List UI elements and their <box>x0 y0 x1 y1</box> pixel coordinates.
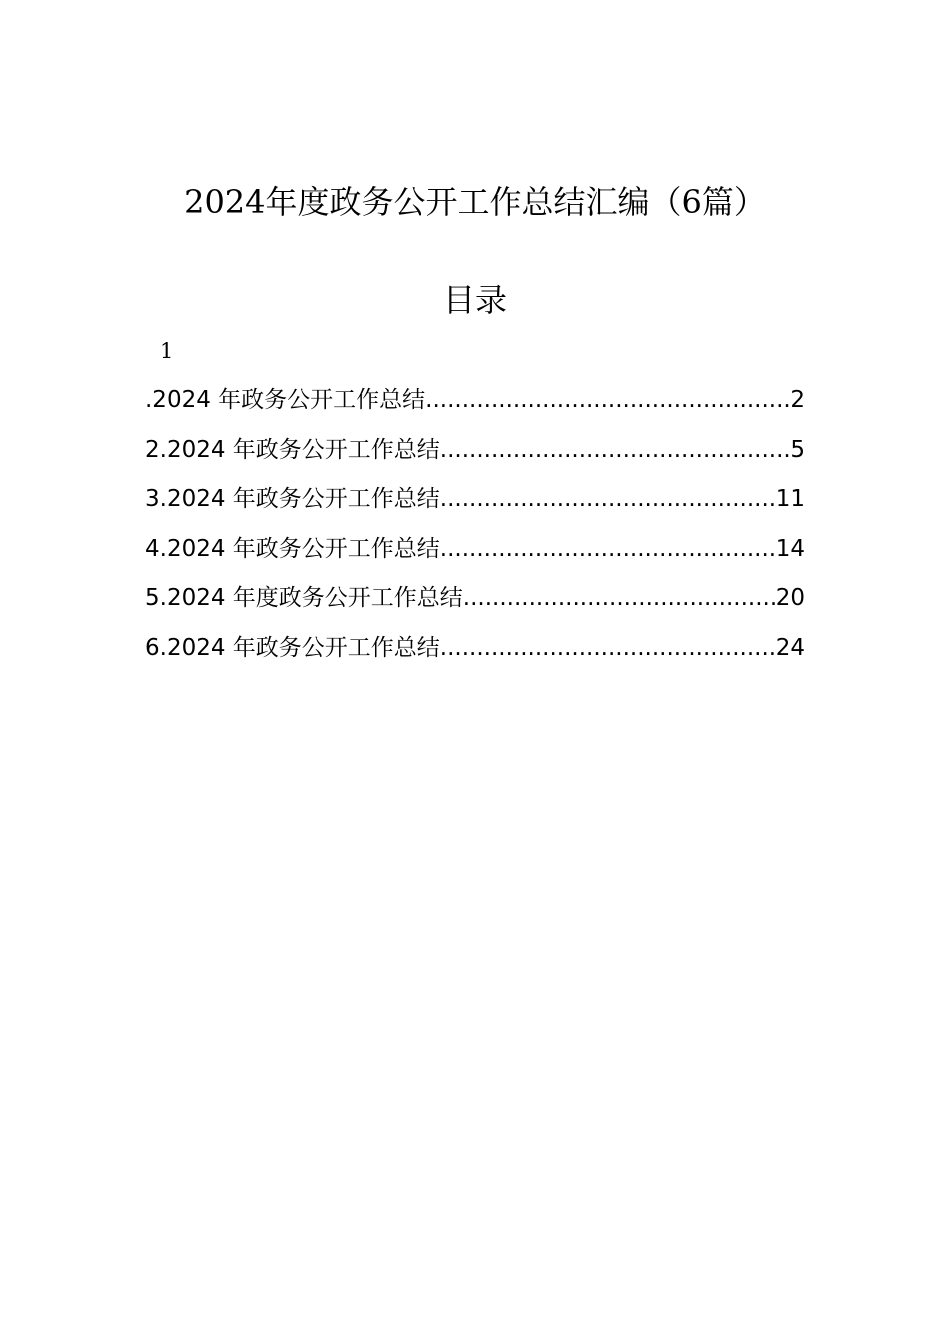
dot-leader <box>440 531 776 567</box>
title-end: 篇） <box>701 183 766 221</box>
toc-page-number: 5 <box>790 436 805 463</box>
document-title <box>0 180 950 224</box>
toc-entry-text: 6.2024 年政务公开工作总结 <box>145 634 440 661</box>
toc-entry-text: 3.2024 年政务公开工作总结 <box>145 486 440 513</box>
toc-page-number: 20 <box>775 585 805 612</box>
dot-leader <box>425 382 790 418</box>
toc-entry-text: .2024 年政务公开工作总结 <box>145 387 426 413</box>
toc-page-number: 24 <box>775 634 805 661</box>
dot-leader <box>440 481 776 517</box>
toc-page-number: 11 <box>775 486 805 513</box>
dot-leader <box>440 432 791 468</box>
toc-entry-4[interactable] <box>145 531 805 581</box>
toc-stray-number: 1 <box>160 339 174 363</box>
dot-leader <box>463 580 776 616</box>
title-count: 6 <box>681 183 702 221</box>
toc-entry-text: 2.2024 年政务公开工作总结 <box>145 436 440 463</box>
title-year: 2024 <box>184 183 266 221</box>
title-text: 年度政务公开工作总结汇编（ <box>265 183 682 221</box>
toc-heading: 目录 <box>442 281 507 319</box>
dot-leader <box>440 630 776 666</box>
toc-entry-text: 5.2024 年度政务公开工作总结 <box>145 585 463 612</box>
toc-page-number: 2 <box>790 387 805 413</box>
toc-entry-3[interactable] <box>145 481 805 531</box>
toc-page-number: 14 <box>775 535 805 562</box>
toc-entry-text: 4.2024 年政务公开工作总结 <box>145 535 440 562</box>
toc-entry-2[interactable] <box>145 432 805 482</box>
table-of-contents <box>145 382 805 680</box>
toc-entry-1[interactable] <box>145 382 805 432</box>
toc-entry-6[interactable] <box>145 630 805 680</box>
toc-entry-5[interactable] <box>145 580 805 630</box>
